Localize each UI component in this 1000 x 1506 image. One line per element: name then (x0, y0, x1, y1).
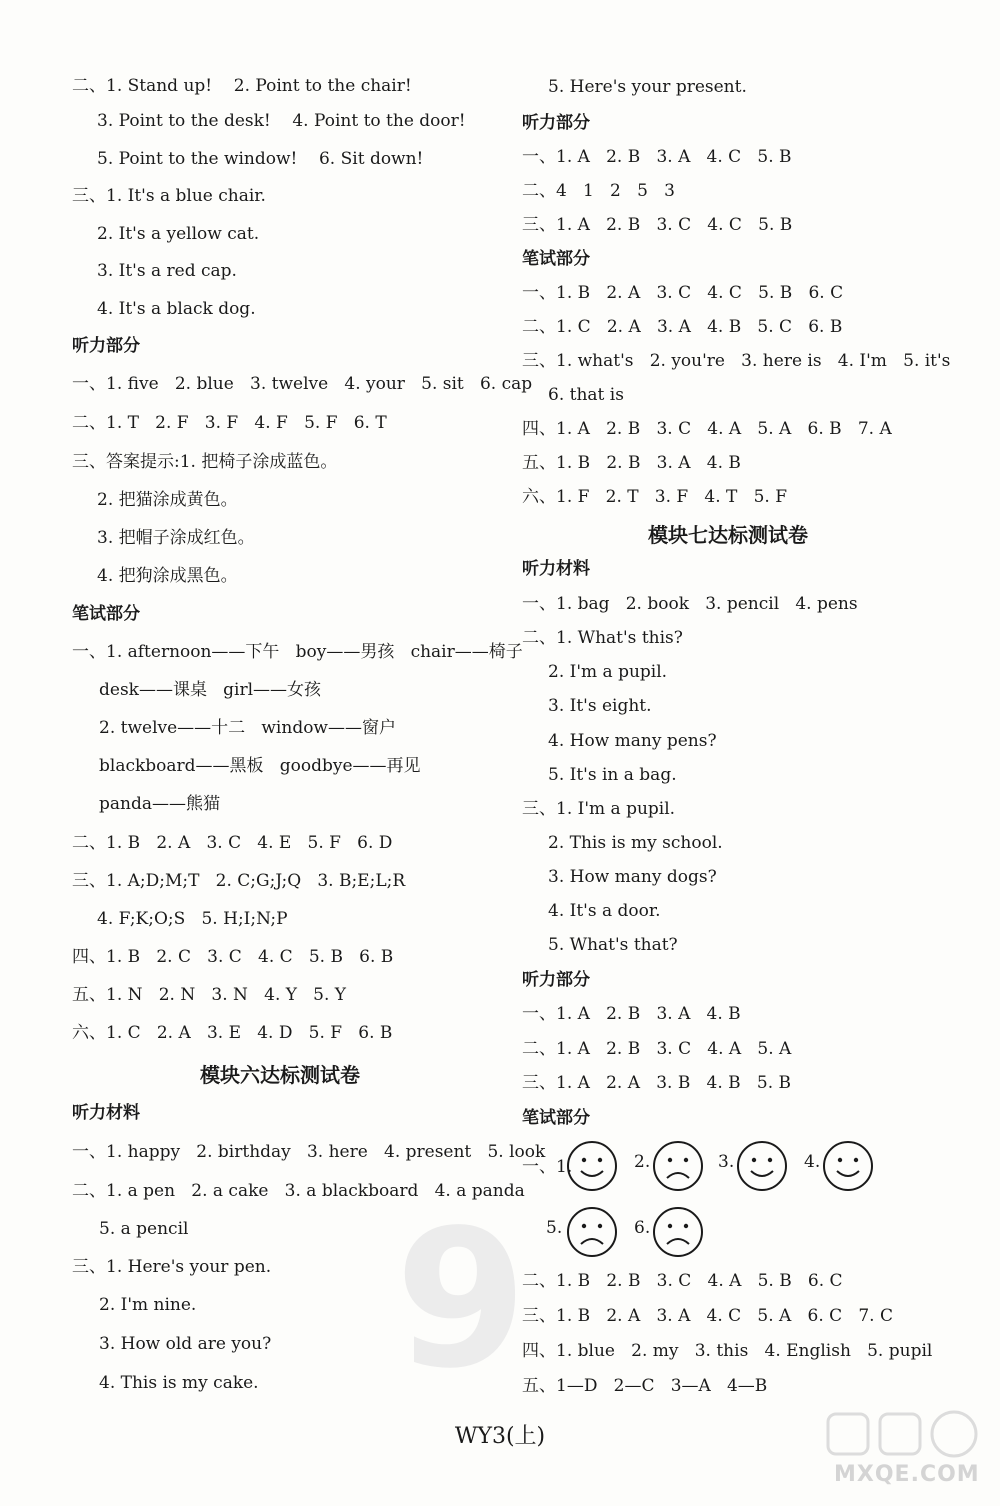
answer-line: 一、1. A 2. B 3. A 4. B (522, 1004, 741, 1024)
answer-line: 六、1. F 2. T 3. F 4. T 5. F (522, 487, 788, 507)
section-heading: 听力部分 (522, 970, 590, 990)
module-title: 模块六达标测试卷 (200, 1063, 360, 1087)
watermark-text: MXQE.COM (834, 1462, 980, 1487)
answer-line: 5. Here's your present. (548, 77, 747, 97)
answer-line: 5. What's that? (548, 935, 678, 955)
answer-line: 2. It's a yellow cat. (97, 224, 260, 244)
answer-line: 三、1. It's a blue chair. (72, 186, 266, 206)
page-footer-code: WY3(上) (454, 1424, 546, 1449)
site-watermark (820, 1408, 990, 1498)
face-number: 一、1. (522, 1157, 573, 1177)
answer-line: 4. 把狗涂成黑色。 (97, 566, 238, 586)
answer-line: 3. Point to the desk! 4. Point to the door! (97, 111, 466, 131)
answer-line: 二、1. T 2. F 3. F 4. F 5. F 6. T (72, 413, 387, 433)
answer-line: 三、1. what's 2. you're 3. here is 4. I'm 5. it's (522, 351, 951, 371)
watermark-logo-icon (820, 1408, 990, 1464)
answer-line: 一、1. afternoon——下午 boy——男孩 chair——椅子 (72, 642, 523, 662)
faces-row (546, 1206, 846, 1258)
section-heading: 听力部分 (72, 336, 140, 356)
answer-line: 二、4 1 2 5 3 (522, 181, 675, 201)
answer-line: 二、1. a pen 2. a cake 3. a blackboard 4. a panda (72, 1181, 525, 1201)
answer-line: 二、1. What's this? (522, 628, 683, 648)
answer-line: 二、1. A 2. B 3. C 4. A 5. A (522, 1039, 792, 1059)
answer-line: 六、1. C 2. A 3. E 4. D 5. F 6. B (72, 1023, 393, 1043)
answer-line: 五、1. B 2. B 3. A 4. B (522, 453, 741, 473)
answer-line: 4. It's a door. (548, 901, 661, 921)
answer-line: 4. How many pens? (548, 731, 717, 751)
answer-line: 三、1. A 2. A 3. B 4. B 5. B (522, 1073, 791, 1093)
face-number: 3. (718, 1152, 735, 1172)
answer-line: 5. It's in a bag. (548, 765, 677, 785)
answer-line: 3. 把帽子涂成红色。 (97, 528, 255, 548)
answer-line: 四、1. A 2. B 3. C 4. A 5. A 6. B 7. A (522, 419, 892, 439)
answer-line: 二、1. Stand up! 2. Point to the chair! (72, 76, 412, 96)
face-number: 4. (804, 1152, 821, 1172)
answer-line: 三、1. A;D;M;T 2. C;G;J;Q 3. B;E;L;R (72, 871, 406, 891)
answer-line: 三、1. I'm a pupil. (522, 799, 676, 819)
answer-line: 三、1. B 2. A 3. A 4. C 5. A 6. C 7. C (522, 1306, 893, 1326)
answer-line: 五、1. N 2. N 3. N 4. Y 5. Y (72, 985, 347, 1005)
answer-line: 2. I'm a pupil. (548, 662, 668, 682)
answer-line: panda——熊猫 (99, 794, 220, 814)
answer-line: 4. It's a black dog. (97, 299, 256, 319)
section-heading: 听力部分 (522, 113, 590, 133)
happy-face-icon (566, 1140, 618, 1192)
answer-line: 2. 把猫涂成黄色。 (97, 490, 238, 510)
answer-line: 二、1. B 2. B 3. C 4. A 5. B 6. C (522, 1271, 843, 1291)
answer-line: 一、1. B 2. A 3. C 4. C 5. B 6. C (522, 283, 844, 303)
answer-line: 2. I'm nine. (99, 1295, 197, 1315)
answer-line: 五、1—D 2—C 3—A 4—B (522, 1376, 768, 1396)
answer-line: 一、1. bag 2. book 3. pencil 4. pens (522, 594, 858, 614)
face-number: 5. (546, 1218, 563, 1238)
face-number: 6. (634, 1218, 651, 1238)
section-heading: 听力材料 (72, 1103, 140, 1123)
answer-line: 2. twelve——十二 window——窗户 (99, 718, 396, 738)
module-title: 模块七达标测试卷 (648, 523, 808, 547)
section-heading: 笔试部分 (72, 604, 140, 624)
face-number: 2. (634, 1152, 651, 1172)
sad-face-icon (652, 1140, 704, 1192)
answer-line: 四、1. blue 2. my 3. this 4. English 5. pupil (522, 1341, 933, 1361)
answer-line: 3. How old are you? (99, 1334, 272, 1354)
sad-face-icon (652, 1206, 704, 1258)
happy-face-icon (736, 1140, 788, 1192)
answer-line: 2. This is my school. (548, 833, 723, 853)
section-heading: 听力材料 (522, 559, 590, 579)
answer-line: 3. How many dogs? (548, 867, 717, 887)
answer-line: 二、1. C 2. A 3. A 4. B 5. C 6. B (522, 317, 843, 337)
answer-line: 5. Point to the window! 6. Sit down! (97, 149, 424, 169)
answer-line: 四、1. B 2. C 3. C 4. C 5. B 6. B (72, 947, 394, 967)
faces-row (522, 1140, 992, 1192)
answer-line: 三、1. A 2. B 3. C 4. C 5. B (522, 215, 793, 235)
answer-line: 一、1. happy 2. birthday 3. here 4. present 5. look (72, 1142, 546, 1162)
answer-line: 一、1. five 2. blue 3. twelve 4. your 5. sit 6. cap (72, 374, 533, 394)
answer-line: 二、1. B 2. A 3. C 4. E 5. F 6. D (72, 833, 393, 853)
happy-face-icon (822, 1140, 874, 1192)
section-heading: 笔试部分 (522, 1108, 590, 1128)
answer-line: 3. It's eight. (548, 696, 652, 716)
answer-line: 6. that is (548, 385, 624, 405)
answer-line: 三、答案提示:1. 把椅子涂成蓝色。 (72, 452, 338, 472)
answer-line: desk——课桌 girl——女孩 (99, 680, 322, 700)
answer-line: 一、1. A 2. B 3. A 4. C 5. B (522, 147, 792, 167)
sad-face-icon (566, 1206, 618, 1258)
background-watermark-nine: 9 (395, 1189, 528, 1410)
answer-line: 4. F;K;O;S 5. H;I;N;P (97, 909, 288, 929)
section-heading: 笔试部分 (522, 249, 590, 269)
answer-line: blackboard——黑板 goodbye——再见 (99, 756, 421, 776)
answer-line: 4. This is my cake. (99, 1373, 259, 1393)
answer-line: 3. It's a red cap. (97, 261, 237, 281)
answer-line: 5. a pencil (99, 1219, 189, 1239)
answer-line: 三、1. Here's your pen. (72, 1257, 272, 1277)
